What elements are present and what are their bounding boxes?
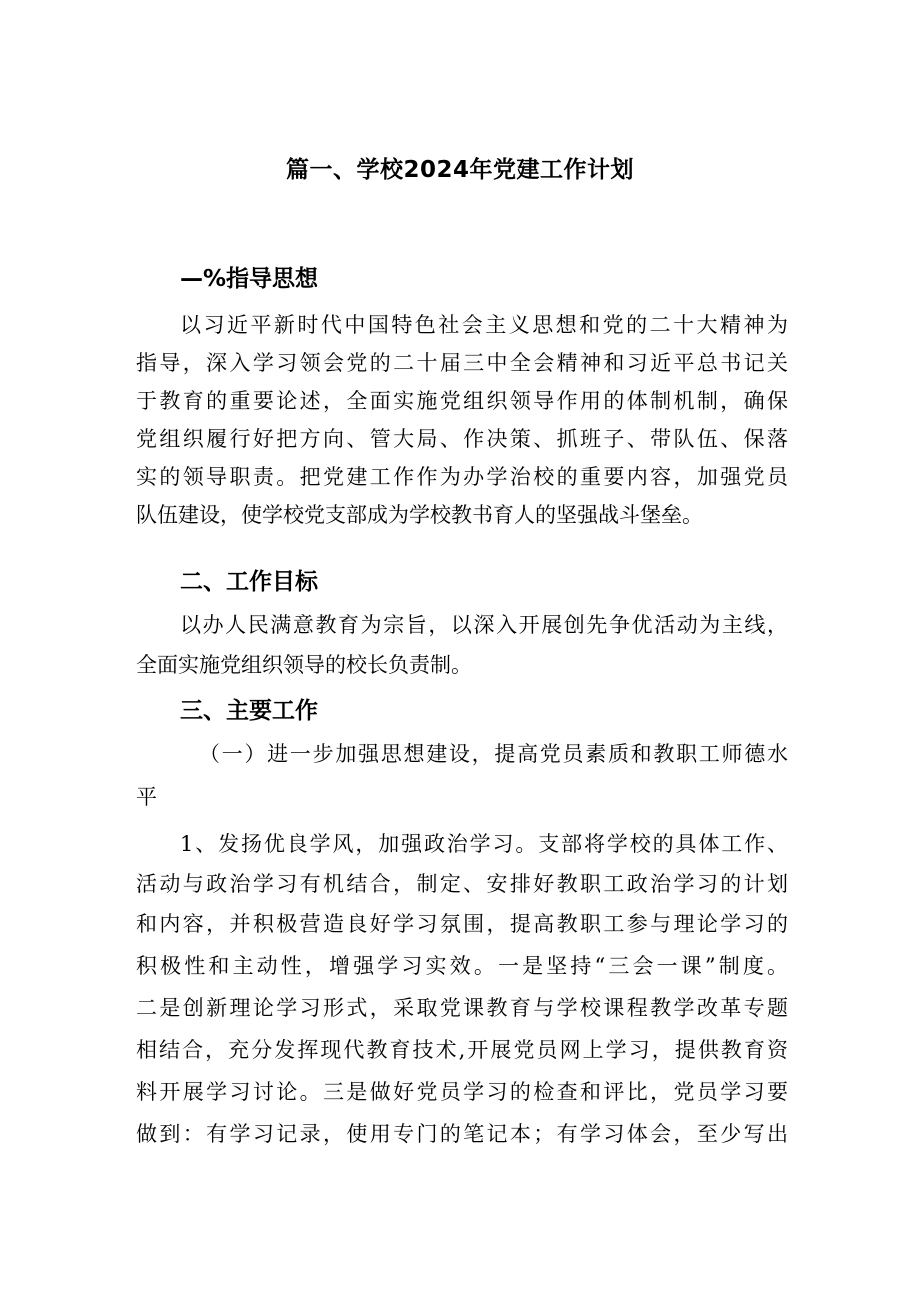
paragraph-line: 以办人民满意教育为宗旨，以深入开展创先争优活动为主线， — [180, 613, 788, 637]
paragraph-line: 相结合，充分发挥现代教育技术,开展党员网上学习，提供教育资 — [136, 1038, 788, 1062]
section-heading-guiding-ideology: —%指导思想 — [180, 266, 319, 292]
paragraph-line: 党组织履行好把方向、管大局、作决策、抓班子、带队伍、保落 — [136, 427, 788, 451]
paragraph-line: 和内容，并积极营造良好学习氛围，提高教职工参与理论学习的 — [136, 912, 788, 936]
paragraph-line: 二是创新理论学习形式，采取党课教育与学校课程教学改革专题 — [136, 996, 788, 1020]
paragraph-line: 活动与政治学习有机结合，制定、安排好教职工政治学习的计划 — [136, 872, 788, 896]
paragraph-line: 于教育的重要论述，全面实施党组织领导作用的体制机制，确保 — [136, 389, 788, 413]
paragraph-line: 1、发扬优良学风，加强政治学习。支部将学校的具体工作、 — [180, 832, 788, 856]
paragraph-line: 以习近平新时代中国特色社会主义思想和党的二十大精神为 — [180, 313, 788, 337]
paragraph-line: 队伍建设，使学校党支部成为学校教书育人的坚强战斗堡垒。 — [136, 503, 703, 527]
paragraph-line: 全面实施党组织领导的校长负责制。 — [136, 653, 472, 677]
section-heading-work-goals: 二、工作目标 — [180, 569, 318, 595]
document-title: 篇一、学校2024年党建工作计划 — [285, 157, 634, 183]
paragraph-line: 做到：有学习记录，使用专门的笔记本；有学习体会，至少写出 — [136, 1122, 788, 1146]
section-heading-main-work: 三、主要工作 — [180, 698, 318, 724]
paragraph-line: 实的领导职责。把党建工作作为办学治校的重要内容，加强党员 — [136, 465, 788, 489]
paragraph-line: 指导，深入学习领会党的二十届三中全会精神和习近平总书记关 — [136, 351, 788, 375]
paragraph-line: 积极性和主动性，增强学习实效。一是坚持“三会一课”制度。 — [136, 954, 788, 978]
subheading-line: 平 — [136, 785, 157, 809]
paragraph-line: 料开展学习讨论。三是做好党员学习的检查和评比，党员学习要 — [136, 1080, 788, 1104]
subheading-line: （一）进一步加强思想建设，提高党员素质和教职工师德水 — [199, 742, 788, 766]
